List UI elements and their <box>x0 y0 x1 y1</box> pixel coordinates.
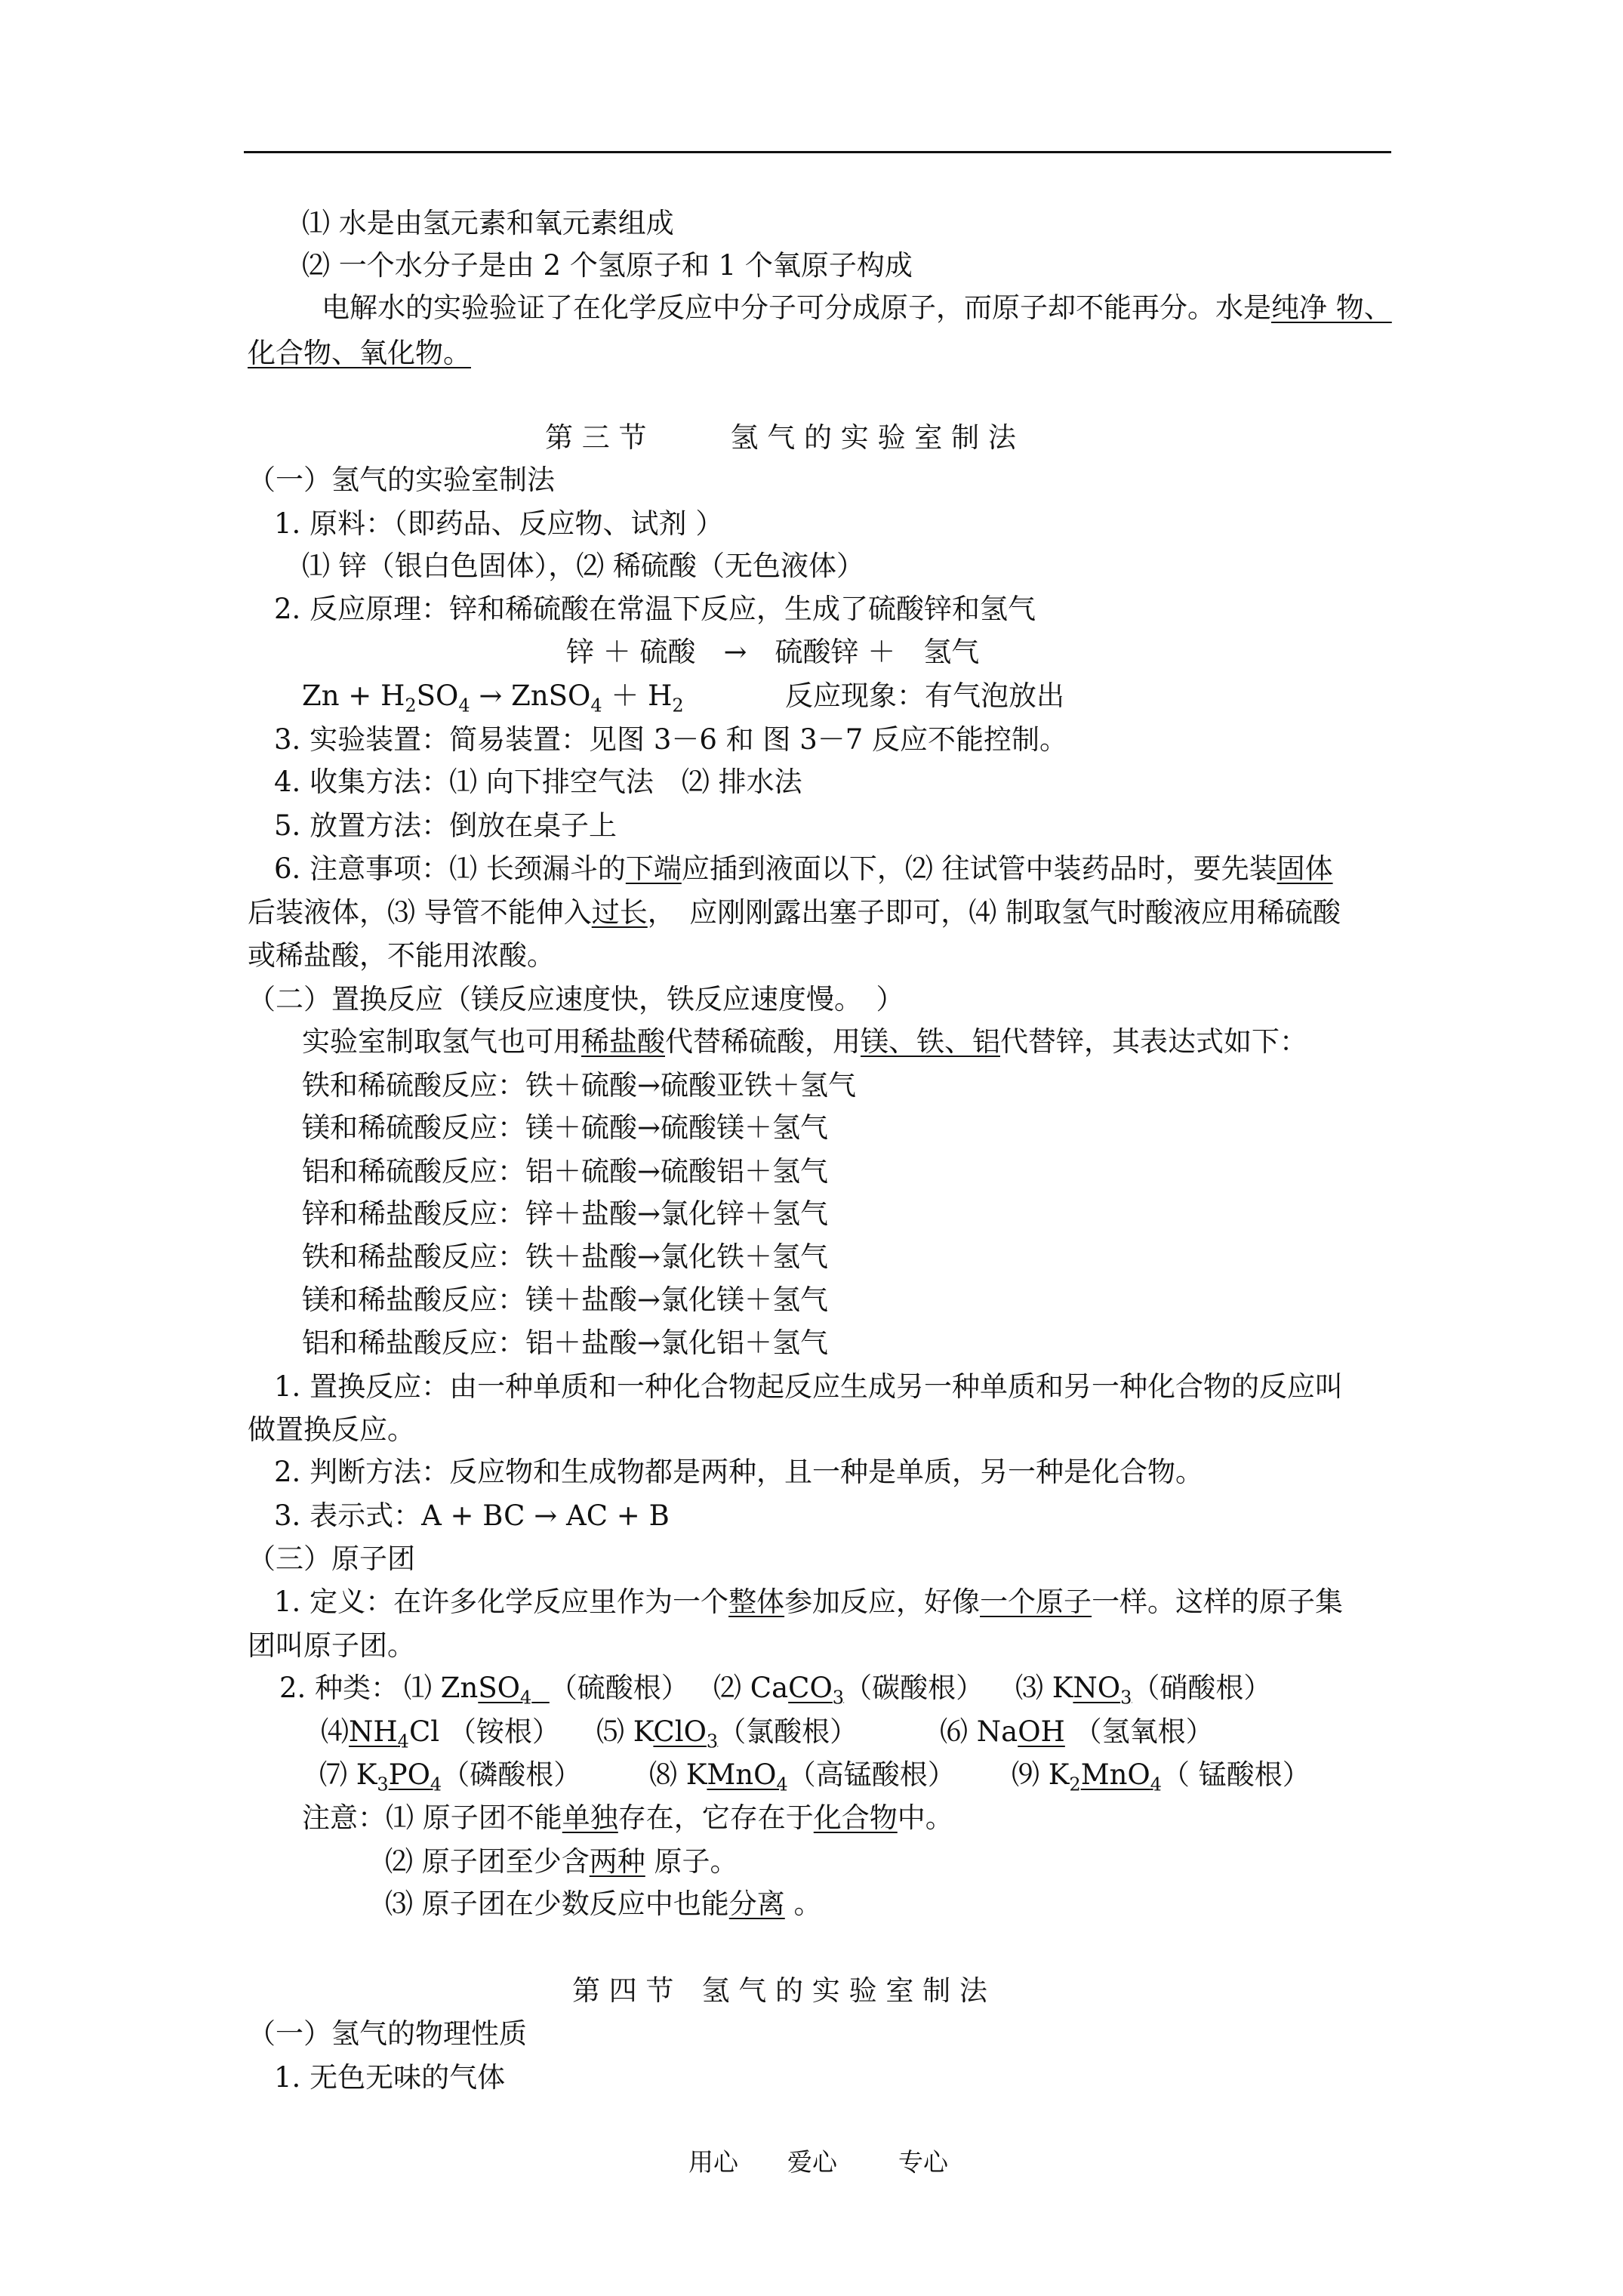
kind-2: ⑵ CaCO$_3$（碳酸根） <box>713 1672 984 1709</box>
definition-2: 2. 判断方法：反应物和生成物都是两种，且一种是单质，另一种是化合物。 <box>274 1456 1204 1488</box>
reaction-line: 锌和稀盐酸反应：锌＋盐酸→氯化锌＋氢气 <box>302 1197 829 1230</box>
group-definition-line-1: 1. 定义：在许多化学反应里作为一个整体参加反应，好像一个原子一样。这样的原子集 <box>274 1586 1344 1618</box>
sec3-heading-3: （三）原子团 <box>248 1542 415 1575</box>
footer-text-3: 专心 <box>898 2147 948 2177</box>
intro-line-3: 电解水的实验验证了在化学反应中分子可分成原子，而原子却不能再分。水是纯净 物、 <box>322 291 1392 324</box>
reaction-phenomenon: 反应现象：有气泡放出 <box>785 680 1064 712</box>
reaction-line: 铁和稀硫酸反应：铁＋硫酸→硫酸亚铁＋氢气 <box>302 1069 857 1102</box>
note-2: ⑵ 原子团至少含两种 原子。 <box>385 1845 738 1878</box>
footer-text-2: 爱心 <box>787 2147 837 2177</box>
kind-6: ⑹ NaOH （氢氧根） <box>940 1715 1214 1748</box>
kind-1: ⑴ ZnSO$_4$ （硫酸根） <box>404 1672 689 1709</box>
sec3-heading-1: （一）氢气的实验室制法 <box>248 464 555 496</box>
kind-8: ⑻ KMnO$_4$（高锰酸根） <box>649 1758 956 1795</box>
footer-text-1: 用心 <box>688 2147 738 2177</box>
sec3-item-6-line-3: 或稀盐酸，不能用浓酸。 <box>248 939 555 972</box>
section-3-title: 第 三 节 氢 气 的 实 验 室 制 法 <box>545 421 1016 454</box>
intro-line-4: 化合物、氧化物。 <box>248 337 471 369</box>
reaction-line: 镁和稀硫酸反应：镁＋硫酸→硫酸镁＋氢气 <box>302 1111 829 1144</box>
section-4-title: 第 四 节 氢 气 的 实 验 室 制 法 <box>572 1974 987 2007</box>
sec3-item-1a: ⑴ 锌（银白色固体），⑵ 稀硫酸（无色液体） <box>302 550 865 582</box>
chemical-equation: $Zn + H_2SO_4$ → ZnSO$_4$ ＋ $H_2$ <box>302 680 684 717</box>
note-3: ⑶ 原子团在少数反应中也能分离 。 <box>385 1888 822 1920</box>
intro-line-2: ⑵ 一个水分子是由 2 个氢原子和 1 个氧原子构成 <box>302 249 913 282</box>
underline-pure-substance: 纯净 物、 <box>1271 291 1392 324</box>
definition-1-line-2: 做置换反应。 <box>248 1413 415 1446</box>
kinds-label: 2. 种类： <box>279 1672 399 1704</box>
kind-3: ⑶ $KNO_3$（硝酸根） <box>1015 1672 1272 1709</box>
sec3-item-1: 1. 原料：（即药品、反应物、试剂 ） <box>274 507 724 540</box>
reaction-line: 镁和稀盐酸反应：镁＋盐酸→氯化镁＋氢气 <box>302 1284 829 1316</box>
sec3-item-3: 3. 实验装置：简易装置：见图 3－6 和 图 3－7 反应不能控制。 <box>274 723 1068 756</box>
definition-3: 3. 表示式：A + BC → AC + B <box>274 1499 670 1532</box>
kind-7: ⑺ $K_3PO_4$（磷酸根） <box>319 1758 582 1795</box>
kind-9: ⑼ $K_2MnO_4$（ 锰酸根） <box>1012 1758 1310 1795</box>
note-1: 注意：⑴ 原子团不能单独存在，它存在于化合物中。 <box>302 1801 953 1834</box>
sec3-item-2: 2. 反应原理：锌和稀硫酸在常温下反应，生成了硫酸锌和氢气 <box>274 593 1036 625</box>
sec4-heading-1: （一）氢气的物理性质 <box>248 2017 527 2050</box>
kind-5: ⑸ KClO$_3$（氯酸根） <box>596 1715 858 1752</box>
reaction-line: 铝和稀盐酸反应：铝＋盐酸→氯化铝＋氢气 <box>302 1327 829 1359</box>
sec3-item-4: 4. 收集方法：⑴ 向下排空气法 ⑵ 排水法 <box>274 766 802 798</box>
word-equation: 锌 ＋ 硫酸 → 硫酸锌 ＋ 氢气 <box>566 636 980 668</box>
sec4-item-1: 1. 无色无味的气体 <box>274 2061 506 2094</box>
sec3-item-5: 5. 放置方法：倒放在桌子上 <box>274 809 617 842</box>
header-rule <box>244 151 1391 153</box>
sec3-heading-2: （二）置换反应（镁反应速度快，铁反应速度慢。 ） <box>248 983 904 1015</box>
sec3-item-6-line-1: 6. 注意事项：⑴ 长颈漏斗的下端应插到液面以下，⑵ 往试管中装药品时，要先装固体 <box>274 852 1333 885</box>
reaction-line: 铝和稀硫酸反应：铝＋硫酸→硫酸铝＋氢气 <box>302 1155 829 1188</box>
sec3-para-1: 实验室制取氢气也可用稀盐酸代替稀硫酸，用镁、铁、铝代替锌，其表达式如下： <box>302 1025 1307 1058</box>
group-definition-line-2: 团叫原子团。 <box>248 1629 415 1662</box>
kind-4: $⑷NH_4Cl$ （铵根） <box>321 1715 560 1752</box>
intro-line-1: ⑴ 水是由氢元素和氧元素组成 <box>302 207 674 239</box>
sec3-item-6-line-2: 后装液体，⑶ 导管不能伸入过长， 应刚刚露出塞子即可，⑷ 制取氢气时酸液应用稀硫酸 <box>248 896 1341 929</box>
definition-1-line-1: 1. 置换反应：由一种单质和一种化合物起反应生成另一种单质和另一种化合物的反应叫 <box>274 1370 1344 1403</box>
reaction-line: 铁和稀盐酸反应：铁＋盐酸→氯化铁＋氢气 <box>302 1240 829 1273</box>
